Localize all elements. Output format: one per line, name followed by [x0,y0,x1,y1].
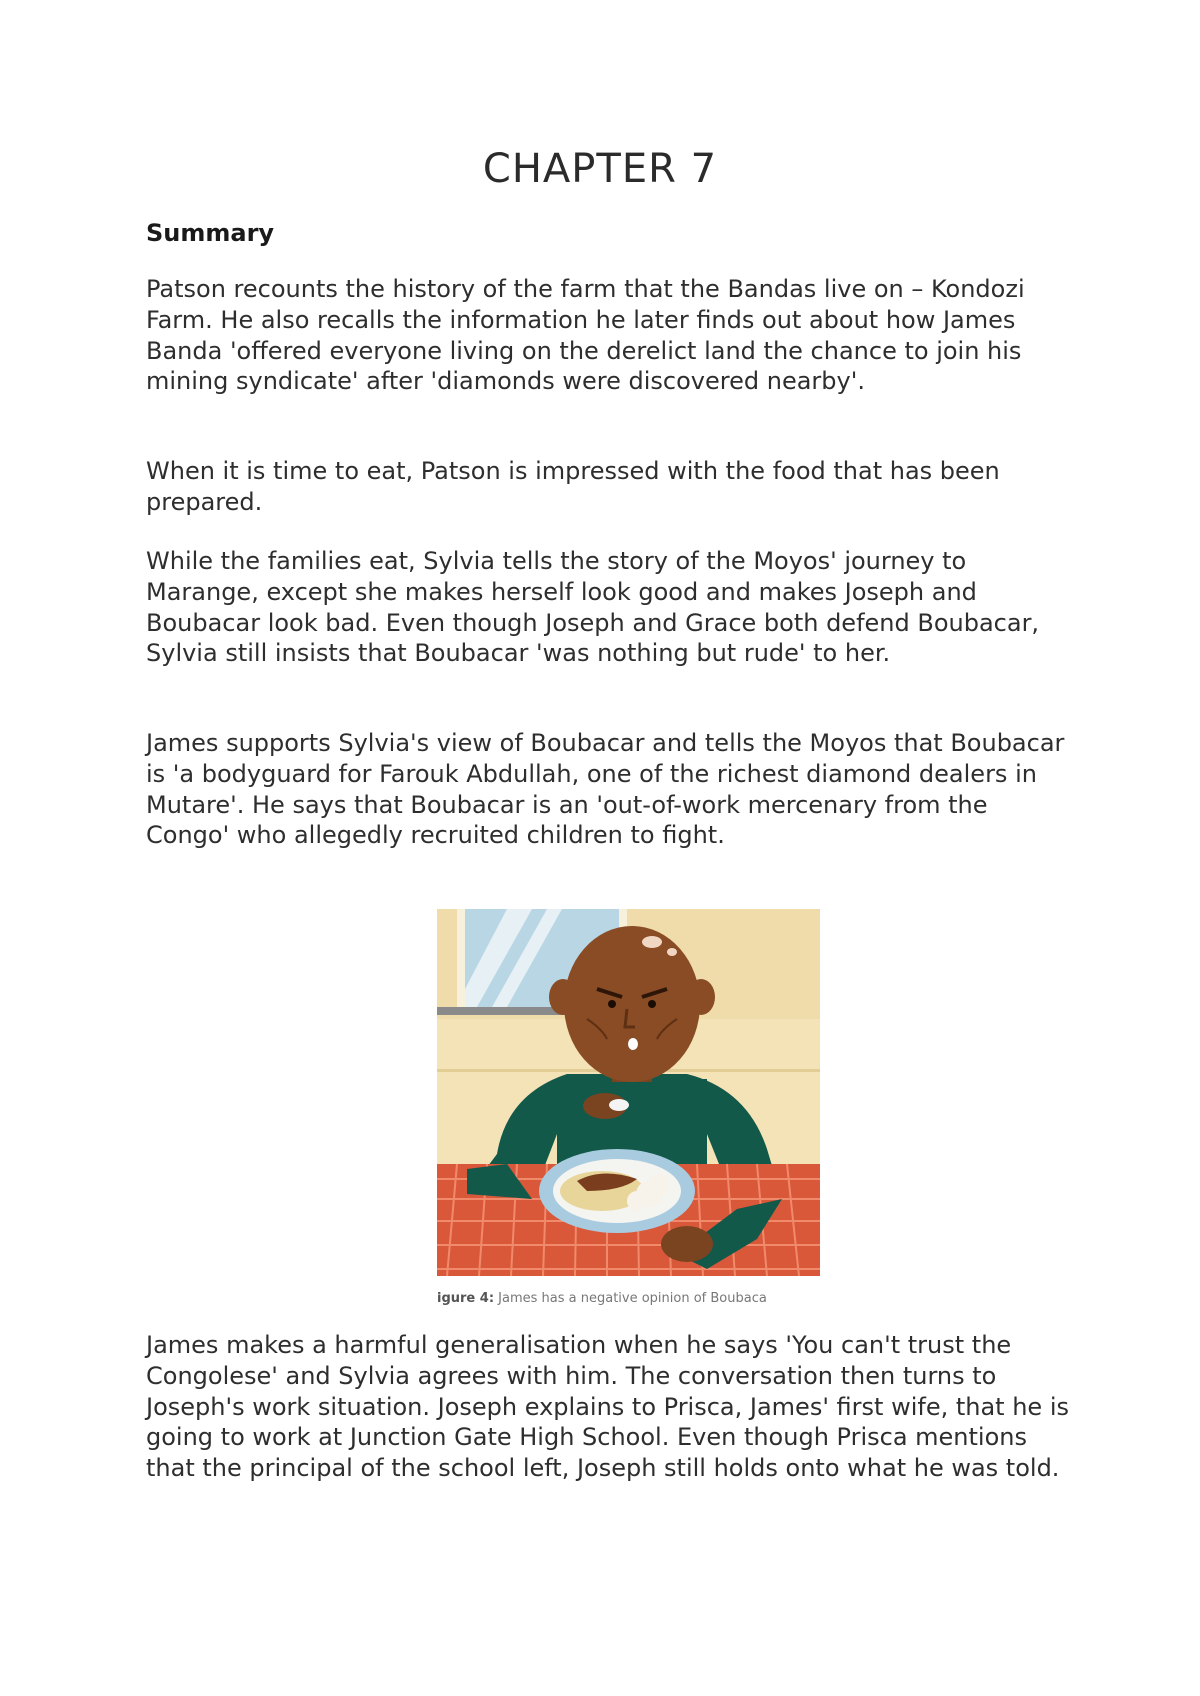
man-eating-illustration [437,909,820,1276]
paragraph: James makes a harmful generalisation when he says 'You can't trust the Congolese' and Sylvia agrees with him. The conversation then turns to Joseph's work situation. Joseph explains to Prisca, James' first wife, that he is going to work at Junction Gate High School. Even though Prisca mentions that the principal of the school left, Joseph still holds onto what he was told. [146,1331,1069,1483]
figure-illustration [437,909,820,1276]
figure-caption-label: igure 4: [437,1291,495,1306]
figure-caption [437,1291,820,1309]
summary-heading: Summary [146,219,275,247]
figure-caption-text: James has a negative opinion of Boubaca [498,1291,767,1306]
figure-caption-line [437,1291,767,1306]
paragraph: James supports Sylvia's view of Boubacar and tells the Moyos that Boubacar is 'a bodyguard for Farouk Abdullah, one of the richest diamond dealers in Mutare'. He says that Boubacar is an 'out-of-work mercenary from the Congo' who allegedly recruited children to fight. [146,729,1065,850]
paragraph: Patson recounts the history of the farm that the Bandas live on – Kondozi Farm. He also recalls the information he later finds out about how James Banda 'offered everyone living on the derelict land the chance to join his mining syndicate' after 'diamonds were discovered nearby'. [146,275,1025,396]
chapter-title: CHAPTER 7 [482,146,718,192]
paragraph: While the families eat, Sylvia tells the story of the Moyos' journey to Marange, except she makes herself look good and makes Joseph and Boubacar look bad. Even though Joseph and Grace both defend Boubacar, Sylvia still insists that Boubacar 'was nothing but rude' to her. [146,547,1040,668]
paragraph: When it is time to eat, Patson is impressed with the food that has been prepared. [146,457,1000,516]
